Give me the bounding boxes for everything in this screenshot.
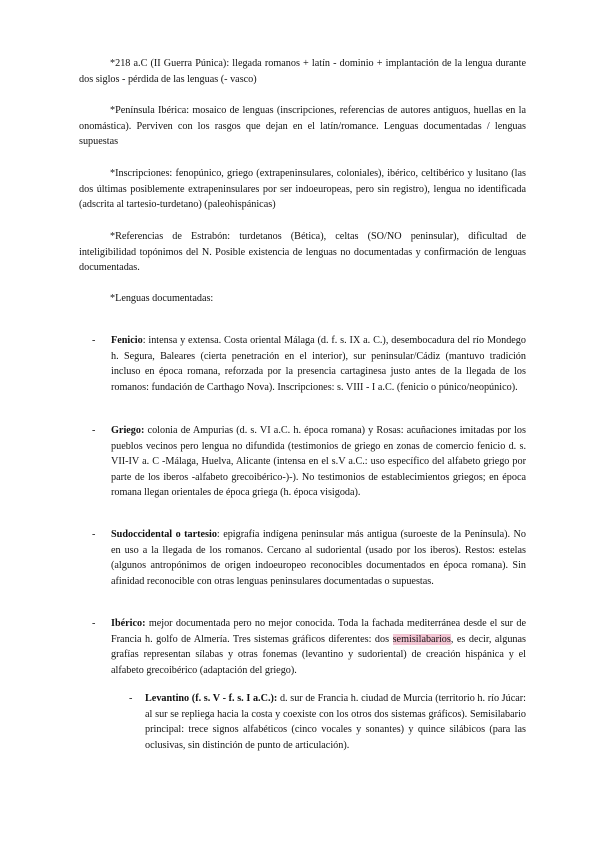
term-levantino: Levantino (f. s. V - f. s. I a.C.):: [145, 693, 278, 704]
paragraph-inscriptions: *Inscripciones: fenopúnico, griego (extrapeninsulares, coloniales), ibérico, celtibérico y lusitano (las dos últimas posiblemente extrapeninsulares por ser indoeuropeas, pero sin registro), lengua no identificada (adscrita al tartesio-turdetano) (paleohispánicas): [79, 168, 526, 211]
paragraph-documented-languages: *Lenguas documentadas:: [110, 293, 214, 304]
term-fenicio: Fenicio: [111, 335, 143, 346]
list-item-iberico: [111, 616, 526, 678]
description-iberico-start: mejor documentada pero no mejor conocida. Toda la fachada mediterránea desde el sur de Francia h. golfo de Almería. Tres sistemas gráficos diferentes: dos: [111, 618, 526, 645]
list-bullet-dash: -: [92, 529, 96, 540]
paragraph-roman-arrival: *218 a.C (II Guerra Púnica): llegada romanos + latín - dominio + implantación de la lengua durante dos siglos - pérdida de las lenguas (- vasco): [79, 58, 526, 85]
list-bullet-dash: -: [92, 425, 96, 436]
description-griego: colonia de Ampurias (d. s. VI a.C. h. época romana) y Rosas: acuñaciones imitadas por los pueblos vecinos pero lengua no difundida (testimonios de griego en zonas de comercio fenicio d. s. VII-IV a. C -Málaga, Huelva, Alicante (intensa en el s.V a.C.: uso específico del alfabeto griego por parte de los iberos -alfabeto grecoibérico-)-). No testimonios de establecimientos griegos; en época romana llegan orientales de época griega (h. época visigoda).: [111, 425, 526, 499]
sublist-bullet-dash: -: [129, 693, 133, 704]
description-levantino: d. sur de Francia h. ciudad de Murcia (territorio h. río Júcar: al sur se repliega hacia la costa y coexiste con los otros dos sistemas gráficos). Semisilabario principal: trece signos alfabéticos (cinco vocales y sonantes) y quince silábicos (para las oclusivas, sin distinción de punto de articulación).: [145, 693, 527, 751]
list-bullet-dash: -: [92, 335, 96, 346]
paragraph-iberian-mosaic: *Península Ibérica: mosaico de lenguas (inscripciones, referencias de autores antiguos, huellas en la onomástica). Perviven con los rasgos que dejan en el latín/romance. Lenguas documentadas / lenguas supuestas: [79, 105, 526, 148]
term-sudoccidental: Sudoccidental o tartesio: [111, 529, 217, 540]
sublist-item-levantino: [145, 691, 526, 753]
term-griego: Griego:: [111, 425, 145, 436]
highlighted-word: semisilabarios: [392, 633, 451, 645]
list-item-sudoccidental: [111, 527, 526, 589]
list-item-griego: [111, 423, 526, 501]
list-item-fenicio: [111, 333, 526, 395]
description-sudoccidental: : epigrafía indígena peninsular más antigua (suroeste de la Península). No en uso a la llegada de los romanos. Cercano al sudoriental (usado por los iberos). Restos: estelas (algunos antropónimos de origen indoeuropeo reconocibles documentados en época romana). Sin afinidad reconocible con otras lenguas peninsulares documentadas o supuestas.: [111, 529, 526, 587]
paragraph-strabo-references: *Referencias de Estrabón: turdetanos (Bética), celtas (SO/NO peninsular), dificultad de inteligibilidad topónimos del N. Posible existencia de lenguas no documentadas y confirmación de lenguas documentadas.: [79, 231, 526, 274]
description-iberico-end: , es decir, algunas grafías representan sílabas y otras fonemas (levantino y sudoriental) de creación hispánica y el alfabeto grecoibérico (adaptación del griego).: [111, 633, 526, 676]
term-iberico: Ibérico:: [111, 618, 146, 629]
description-fenicio: : intensa y extensa. Costa oriental Málaga (d. f. s. IX a. C.), desembocadura del río Mondego h. Segura, Baleares (cierta penetración en el interior), sur peninsular/Cádiz (mantuvo tradición incluso en época romana, reforzada por la presencia cartaginesa justo antes de la llegada de los romanos: fundación de Carthago Nova). Inscripciones: s. VIII - I a.C. (fenicio o púnico/neopúnico).: [111, 335, 526, 393]
list-bullet-dash: -: [92, 618, 96, 629]
